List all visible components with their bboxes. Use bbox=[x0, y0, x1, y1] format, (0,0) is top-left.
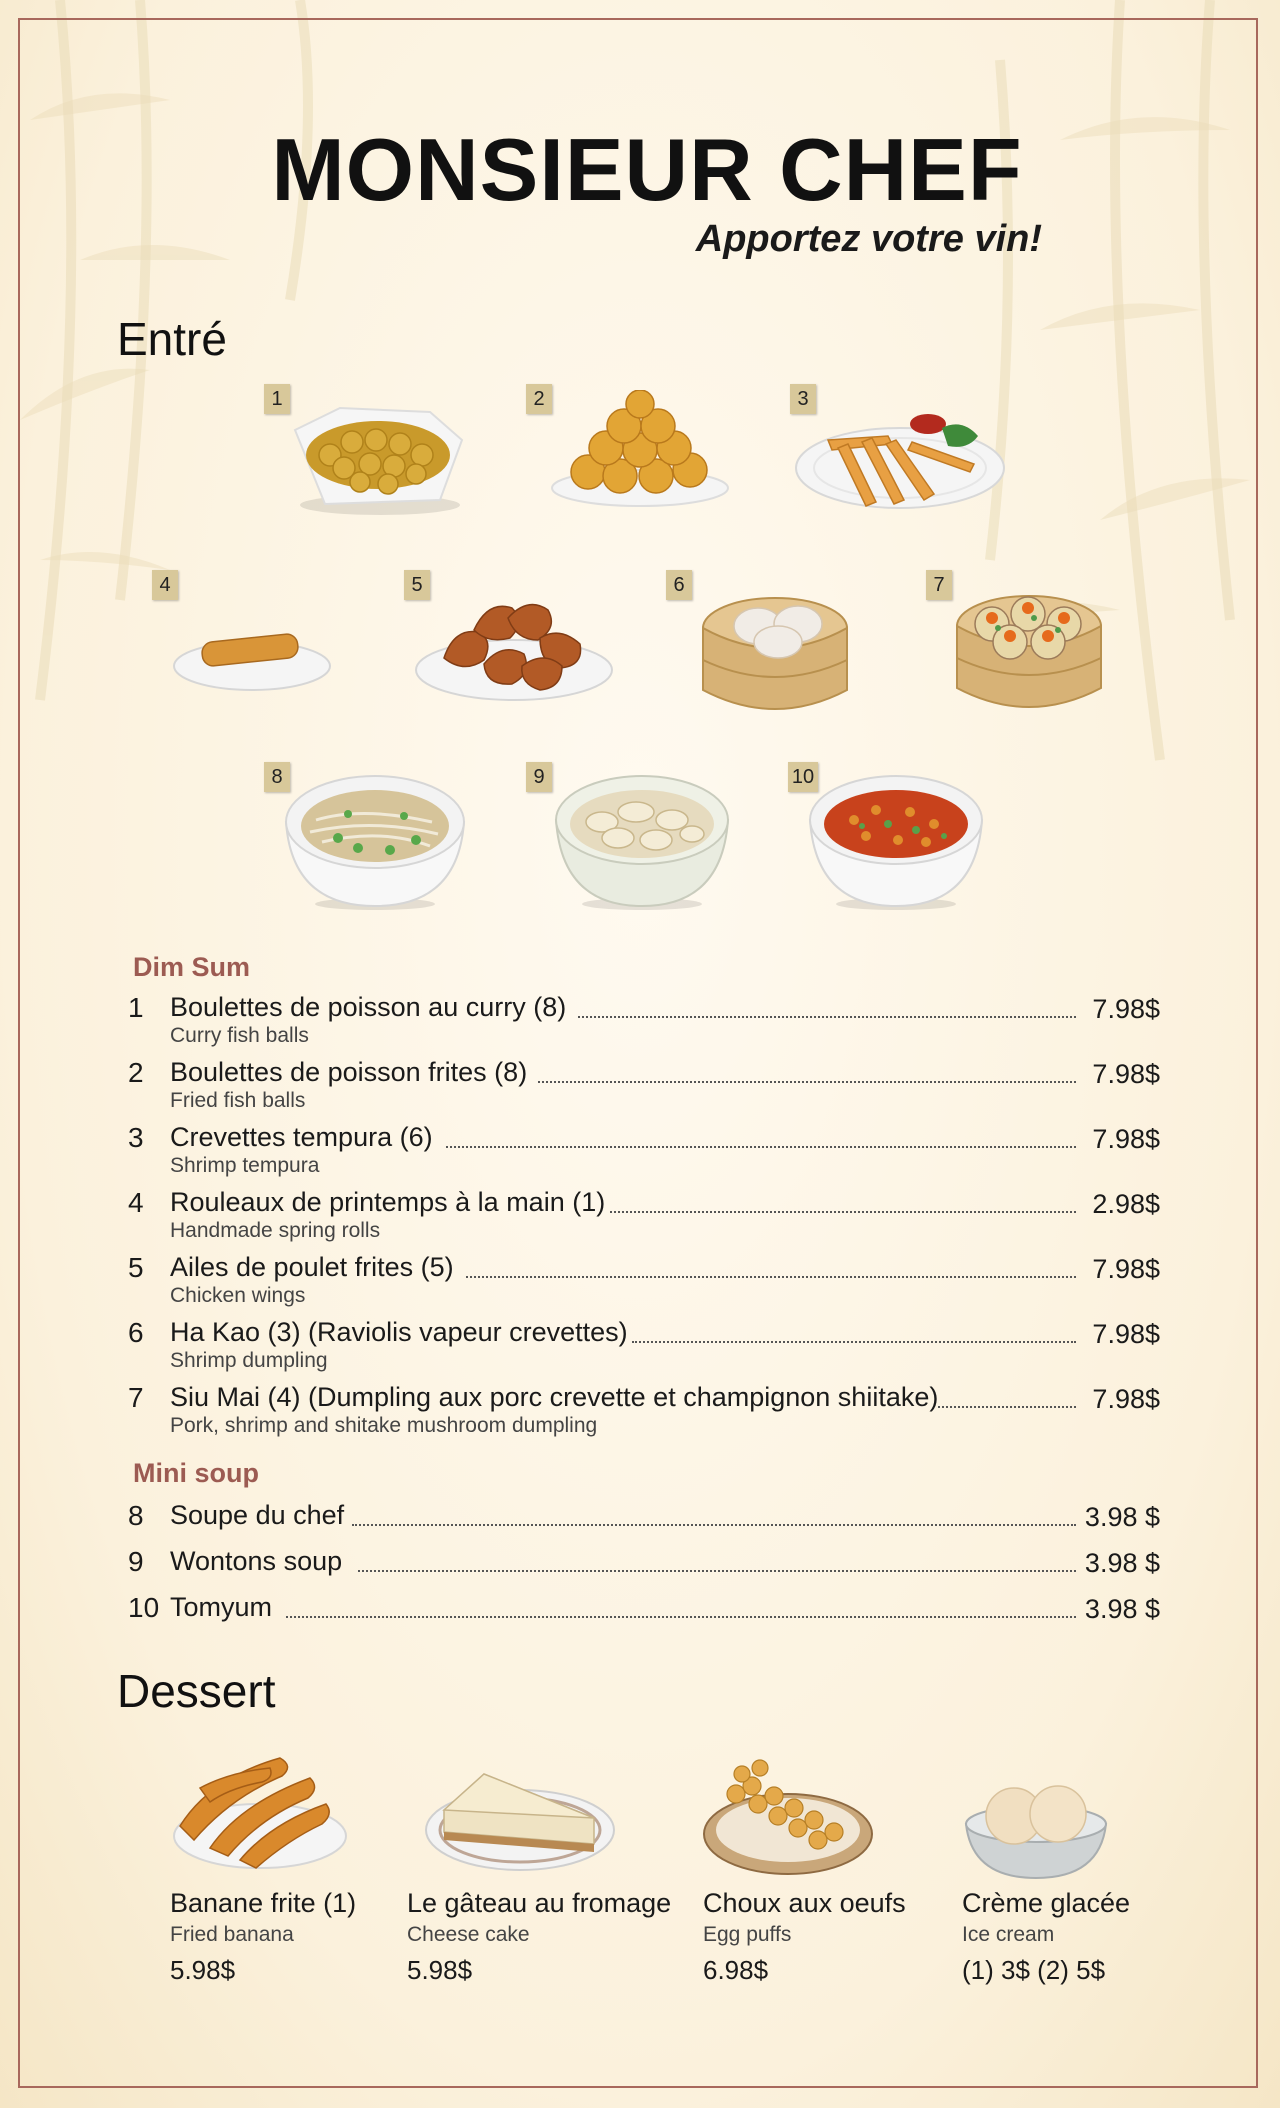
photo-number-10: 10 bbox=[788, 762, 818, 792]
item-price: 7.98$ bbox=[1092, 1254, 1160, 1284]
shrimp-tempura-plate-icon bbox=[792, 408, 1010, 518]
item-name-fr: Siu Mai (4) (Dumpling aux porc crevette et champignon shiitake) bbox=[170, 1382, 939, 1412]
dessert-name-fr: Crème glacée bbox=[962, 1888, 1131, 1918]
item-price: 3.98 $ bbox=[1084, 1548, 1160, 1578]
dessert-price: 6.98$ bbox=[703, 1955, 769, 1985]
item-name-fr: Rouleaux de printemps à la main (1) bbox=[170, 1187, 606, 1217]
photo-number-6: 6 bbox=[666, 570, 692, 600]
entree-heading: Entré bbox=[117, 313, 227, 365]
item-price: 3.98 $ bbox=[1084, 1502, 1160, 1532]
item-price: 7.98$ bbox=[1092, 1124, 1160, 1154]
item-name-fr: Boulettes de poisson au curry (8) bbox=[170, 992, 567, 1022]
leader-dots bbox=[352, 1524, 1076, 1526]
photo-number-3: 3 bbox=[790, 384, 816, 414]
dessert-item-1 bbox=[170, 1888, 356, 1986]
item-name-en: Curry fish balls bbox=[170, 1024, 309, 1047]
dessert-item-4 bbox=[962, 1888, 1130, 1986]
item-number: 5 bbox=[128, 1252, 144, 1283]
leader-dots bbox=[610, 1211, 1076, 1213]
photo-number-4: 4 bbox=[152, 570, 178, 600]
photo-number-1: 1 bbox=[264, 384, 290, 414]
photo-number-2: 2 bbox=[526, 384, 552, 414]
item-name-en: Pork, shrimp and shitake mushroom dumpling bbox=[170, 1414, 598, 1437]
dessert-price: 5.98$ bbox=[170, 1955, 236, 1985]
chicken-wings-plate-icon bbox=[414, 590, 616, 708]
item-price: 3.98 $ bbox=[1084, 1594, 1160, 1624]
item-number: 3 bbox=[128, 1122, 144, 1153]
curry-fish-balls-bowl-icon bbox=[280, 400, 470, 520]
fried-banana-plate-icon bbox=[170, 1748, 348, 1874]
item-name-fr: Crevettes tempura (6) bbox=[170, 1122, 433, 1152]
dessert-name-fr: Banane frite (1) bbox=[170, 1888, 357, 1918]
dessert-name-fr: Choux aux oeufs bbox=[703, 1888, 906, 1918]
dessert-name-en: Ice cream bbox=[962, 1923, 1055, 1946]
leader-dots bbox=[286, 1616, 1076, 1618]
leader-dots bbox=[466, 1276, 1076, 1278]
item-name-fr: Soupe du chef bbox=[170, 1500, 345, 1530]
restaurant-title: MONSIEUR CHEF bbox=[271, 120, 1023, 219]
dessert-name-en: Cheese cake bbox=[407, 1923, 530, 1946]
item-number: 4 bbox=[128, 1187, 144, 1218]
item-name-en: Fried fish balls bbox=[170, 1089, 306, 1112]
leader-dots bbox=[632, 1341, 1076, 1343]
photo-number-9: 9 bbox=[526, 762, 552, 792]
item-name-fr: Boulettes de poisson frites (8) bbox=[170, 1057, 528, 1087]
item-name-fr: Ha Kao (3) (Raviolis vapeur crevettes) bbox=[170, 1317, 628, 1347]
tomyum-bowl-icon bbox=[806, 770, 986, 914]
photo-number-8: 8 bbox=[264, 762, 290, 792]
spring-roll-plate-icon bbox=[172, 620, 332, 700]
item-name-fr: Ailes de poulet frites (5) bbox=[170, 1252, 454, 1282]
photo-number-5: 5 bbox=[404, 570, 430, 600]
ha-kao-steamer-icon bbox=[700, 588, 850, 724]
dessert-name-fr: Le gâteau au fromage bbox=[407, 1888, 672, 1918]
item-price: 7.98$ bbox=[1092, 1384, 1160, 1414]
chef-soup-bowl-icon bbox=[282, 770, 468, 914]
cheese-cake-plate-icon bbox=[424, 1760, 618, 1876]
item-name-fr: Wontons soup bbox=[170, 1546, 343, 1576]
leader-dots bbox=[578, 1016, 1076, 1018]
siu-mai-steamer-icon bbox=[954, 584, 1104, 724]
mini-soup-heading: Mini soup bbox=[133, 1458, 259, 1488]
dessert-name-en: Egg puffs bbox=[703, 1923, 792, 1946]
item-name-en: Chicken wings bbox=[170, 1284, 306, 1307]
dessert-item-3 bbox=[703, 1888, 906, 1986]
item-number: 2 bbox=[128, 1057, 144, 1088]
leader-dots bbox=[938, 1406, 1076, 1408]
item-name-en: Shrimp dumpling bbox=[170, 1349, 328, 1372]
item-price: 7.98$ bbox=[1092, 994, 1160, 1024]
item-number: 6 bbox=[128, 1317, 144, 1348]
dessert-item-2 bbox=[407, 1888, 671, 1986]
fried-fish-balls-plate-icon bbox=[548, 390, 732, 512]
item-price: 2.98$ bbox=[1092, 1189, 1160, 1219]
dessert-heading: Dessert bbox=[117, 1665, 276, 1717]
item-name-en: Handmade spring rolls bbox=[170, 1219, 381, 1242]
ice-cream-bowl-icon bbox=[962, 1782, 1110, 1882]
leader-dots bbox=[538, 1081, 1076, 1083]
dessert-price: (1) 3$ (2) 5$ bbox=[962, 1955, 1106, 1985]
item-number: 8 bbox=[128, 1500, 144, 1531]
leader-dots bbox=[358, 1570, 1076, 1572]
item-number: 10 bbox=[128, 1592, 160, 1623]
wonton-soup-bowl-icon bbox=[552, 770, 732, 914]
dessert-price: 5.98$ bbox=[407, 1955, 473, 1985]
tagline: Apportez votre vin! bbox=[695, 218, 1042, 260]
item-number: 9 bbox=[128, 1546, 144, 1577]
leader-dots bbox=[446, 1146, 1076, 1148]
item-price: 7.98$ bbox=[1092, 1319, 1160, 1349]
egg-puffs-basket-icon bbox=[700, 1750, 878, 1882]
item-number: 7 bbox=[128, 1382, 144, 1413]
item-number: 1 bbox=[128, 992, 144, 1023]
dessert-name-en: Fried banana bbox=[170, 1923, 294, 1946]
photo-number-7: 7 bbox=[926, 570, 952, 600]
item-name-fr: Tomyum bbox=[170, 1592, 273, 1622]
item-price: 7.98$ bbox=[1092, 1059, 1160, 1089]
dim-sum-heading: Dim Sum bbox=[133, 952, 251, 982]
item-name-en: Shrimp tempura bbox=[170, 1154, 320, 1177]
